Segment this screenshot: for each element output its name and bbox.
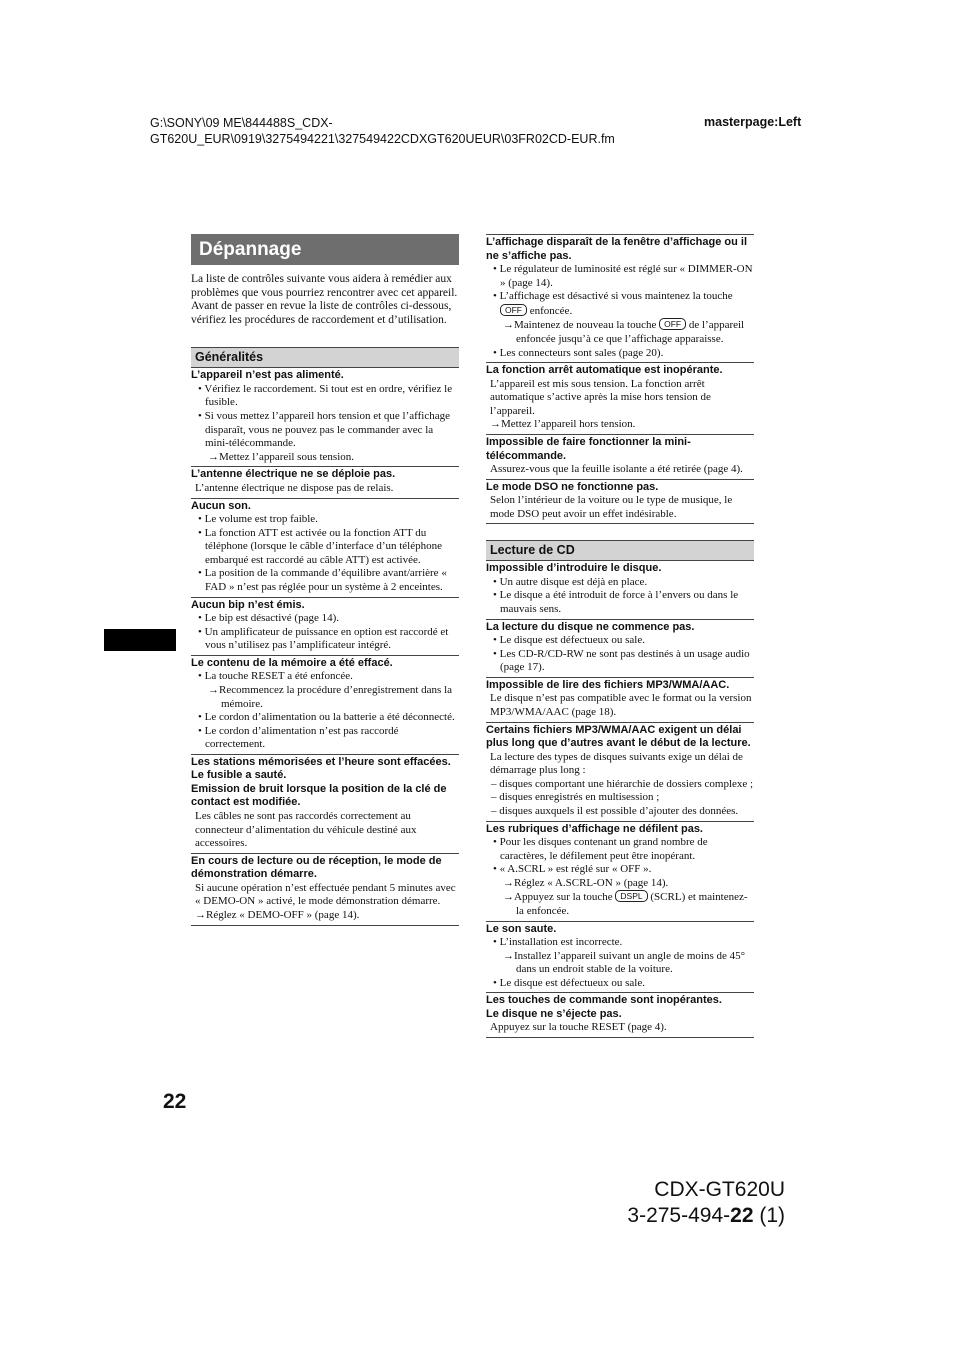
entry-body (486, 1021, 754, 1035)
arrow-icon: → (208, 450, 219, 463)
section-heading-generalites: Généralités (191, 347, 459, 368)
entry-title: Aucun son. (191, 499, 251, 512)
entry-body (191, 513, 459, 595)
troubleshoot-entry (486, 435, 754, 480)
bullet-item: • Le bip est désactivé (page 14). (198, 612, 339, 625)
dash-item: – disques comportant une hiérarchie de dossiers complexe ; (491, 777, 754, 790)
entry-body (486, 936, 754, 990)
section-heading-lecture-cd: Lecture de CD (486, 540, 754, 561)
right-column (486, 234, 754, 1038)
bullet-item: • La position de la commande d’équilibre avant/arrière « FAD » n’est pas réglée pour un système à 2 enceintes. (198, 567, 447, 593)
bullet-item: • Le disque est défectueux ou sale. (493, 976, 645, 989)
bullet-item: • Vérifiez le raccordement. Si tout est en ordre, vérifiez le fusible. (198, 382, 453, 409)
entry-title: Aucun bip n’est émis. (191, 598, 305, 611)
entry-title: Impossible d’introduire le disque. (486, 562, 662, 575)
remedy-item: →Recommencez la procédure d’enregistrement dans la mémoire. (208, 683, 453, 710)
entry-title: Le disque ne s’éjecte pas. (486, 1007, 622, 1020)
troubleshoot-entry (191, 755, 459, 854)
troubleshoot-entry (191, 854, 459, 926)
model-name: CDX-GT620U (654, 1178, 785, 1201)
troubleshoot-entry (191, 499, 459, 598)
arrow-icon: → (195, 908, 206, 921)
entry-title: Le fusible a sauté. (191, 769, 287, 782)
bullet-item: • L’installation est incorrecte. (493, 936, 623, 949)
bullet-item: • Un autre disque est déjà en place. (493, 575, 648, 588)
entry-body (486, 263, 754, 360)
body-text: Selon l’intérieur de la voiture ou le type de musique, le mode DSO peut avoir un effet indésirable. (490, 494, 733, 520)
entry-title: Le mode DSO ne fonctionne pas. (486, 480, 659, 493)
dash-item: – disques enregistrés en multisession ; (491, 791, 660, 804)
entry-title: Impossible de lire des fichiers MP3/WMA/AAC. (486, 678, 730, 691)
entry-title: Les stations mémorisées et l’heure sont effacées. (191, 755, 451, 768)
troubleshoot-entry (191, 368, 459, 467)
entry-body (191, 383, 459, 465)
entry-title: L’appareil n’est pas alimenté. (191, 369, 344, 382)
body-text: Appuyez sur la touche RESET (page 4). (490, 1021, 667, 1034)
entry-body (486, 692, 754, 719)
entry-title: Le contenu de la mémoire a été effacé. (191, 656, 393, 669)
entry-body (486, 494, 754, 521)
troubleshoot-entry (191, 467, 459, 498)
troubleshoot-entry (486, 480, 754, 525)
off-key-icon: OFF (500, 304, 527, 316)
bullet-item: • Le disque a été introduit de force à l’envers ou dans le mauvais sens. (493, 589, 739, 615)
bullet-item: • Le disque est défectueux ou sale. (493, 634, 645, 647)
entry-body (486, 463, 754, 477)
intro-paragraph: La liste de contrôles suivante vous aidera à remédier aux problèmes que vous pourriez rencontrer avec cet appareil. (191, 273, 458, 299)
header-file-path: G:\SONY\09 ME\844488S_CDX-GT620U_EUR\0919\3275494221\327549422CDXGT620UEUR\03FR02CD-EUR.fm (150, 116, 615, 146)
entry-body (486, 634, 754, 675)
entry-body (191, 482, 459, 496)
entry-body (191, 670, 459, 752)
entry-title: La fonction arrêt automatique est inopérante. (486, 364, 723, 377)
remedy-item: →Réglez « DEMO-OFF » (page 14). (195, 908, 360, 921)
entry-title: En cours de lecture ou de réception, le mode de démonstration démarre. (191, 854, 442, 881)
body-text: Assurez-vous que la feuille isolante a été retirée (page 4). (490, 463, 743, 476)
troubleshoot-entry (486, 363, 754, 435)
arrow-icon: → (503, 949, 514, 962)
arrow-icon: → (208, 683, 219, 696)
entry-body (486, 576, 754, 617)
entry-body (191, 612, 459, 653)
entry-title: Les touches de commande sont inopérantes. (486, 994, 722, 1007)
bullet-item: • Les CD-R/CD-RW ne sont pas destinés à un usage audio (page 17). (493, 647, 750, 674)
body-text: L’antenne électrique ne dispose pas de relais. (195, 481, 394, 494)
arrow-icon: → (503, 319, 514, 332)
header-masterpage: masterpage:Left (704, 115, 802, 129)
bullet-item: • Le cordon d’alimentation n’est pas raccordé correctement. (198, 724, 399, 751)
bullet-item: • Un amplificateur de puissance en option est raccordé et vous n’utilisez pas l’amplificateur intégré. (198, 625, 449, 652)
remedy-item: →Mettez l’appareil sous tension. (208, 450, 355, 463)
page-number: 22 (163, 1090, 187, 1113)
arrow-icon: → (503, 876, 514, 889)
page-title: Dépannage (191, 234, 459, 265)
model-code-block (620, 1177, 785, 1229)
body-text: Les câbles ne sont pas raccordés correctement au connecteur d’alimentation du véhicule destiné aux accessoires. (195, 809, 417, 850)
body-text: Si aucune opération n’est effectuée pendant 5 minutes avec « DEMO-ON » activé, le mode démonstration démarre. (195, 881, 456, 908)
intro-text (191, 273, 459, 327)
entry-title: Le son saute. (486, 922, 557, 935)
entry-title: L’antenne électrique ne se déploie pas. (191, 468, 396, 481)
troubleshoot-entry (191, 656, 459, 755)
bullet-item: • La fonction ATT est activée ou la fonction ATT du téléphone (lorsque le câble d’interface d’un téléphone embarqué est raccordé au câble ATT) est activée. (198, 526, 442, 566)
remedy-item: →Mettez l’appareil hors tension. (490, 418, 636, 431)
entry-title: Les rubriques d’affichage ne défilent pas. (486, 822, 703, 835)
troubleshoot-entry (486, 561, 754, 619)
entry-body (191, 810, 459, 851)
remedy-item: →Réglez « A.SCRL-ON » (page 14). (503, 876, 669, 889)
entry-body (486, 836, 754, 919)
troubleshoot-entry (486, 234, 754, 363)
bullet-item: • Si vous mettez l’appareil hors tension et que l’affichage disparaît, vous ne pouvez pas le commander avec la mini-télécommande. (198, 410, 450, 450)
bullet-item: • L’affichage est désactivé si vous maintenez la touche OFF enfoncée. (493, 290, 733, 317)
left-column (191, 234, 459, 926)
dspl-key-icon: DSPL (615, 890, 647, 902)
arrow-icon: → (490, 418, 501, 431)
bullet-item: • Le volume est trop faible. (198, 513, 318, 526)
troubleshoot-entry (486, 678, 754, 723)
troubleshoot-entry (486, 822, 754, 922)
intro-paragraph: Avant de passer en revue la liste de contrôles ci-dessous, vérifiez les procédures de raccordement et d’utilisation. (191, 300, 452, 326)
side-tab-marker (104, 629, 176, 651)
remedy-item: →Installez l’appareil suivant un angle de moins de 45° dans un endroit stable de la voiture. (503, 949, 746, 976)
troubleshoot-entry (486, 993, 754, 1038)
troubleshoot-entry (486, 620, 754, 678)
dash-item: – disques auxquels il est possible d’ajouter des données. (491, 804, 739, 817)
entry-body (486, 378, 754, 432)
entry-title: La lecture du disque ne commence pas. (486, 620, 695, 633)
entry-title: Certains fichiers MP3/WMA/AAC exigent un délai plus long que d’autres avant le début de la lecture. (486, 723, 751, 750)
bullet-item: • La touche RESET a été enfoncée. (198, 670, 353, 683)
bullet-item: • Le cordon d’alimentation ou la batterie a été déconnecté. (198, 711, 455, 724)
troubleshoot-entry (191, 598, 459, 656)
bullet-item: • Pour les disques contenant un grand nombre de caractères, le défilement peut être inopérant. (493, 836, 708, 862)
entry-title: Impossible de faire fonctionner la mini-télécommande. (486, 436, 691, 462)
troubleshoot-entry (486, 922, 754, 994)
entry-title: L’affichage disparaît de la fenêtre d’affichage ou il ne s’affiche pas. (486, 236, 748, 262)
entry-title: Emission de bruit lorsque la position de la clé de contact est modifiée. (191, 782, 447, 809)
remedy-item: →Maintenez de nouveau la touche OFF de l’appareil enfoncée jusqu’à ce que l’affichage apparaisse. (503, 319, 745, 345)
part-number: 3-275-494-22 (1) (627, 1204, 785, 1227)
entry-body (486, 751, 754, 819)
off-key-icon: OFF (659, 318, 686, 330)
bullet-item: • Les connecteurs sont sales (page 20). (493, 346, 664, 359)
body-text: La lecture des types de disques suivants exige un délai de démarrage plus long : (490, 750, 743, 777)
body-text: Le disque n’est pas compatible avec le format ou la version MP3/WMA/AAC (page 18). (490, 692, 752, 718)
bullet-item: • « A.SCRL » est réglé sur « OFF ». (493, 863, 652, 876)
troubleshoot-entry (486, 723, 754, 822)
body-text: L’appareil est mis sous tension. La fonction arrêt automatique s’active après la mise hors tension de l’appareil. (490, 377, 711, 417)
arrow-icon: → (503, 891, 514, 904)
entry-body (191, 882, 459, 923)
remedy-item: →Appuyez sur la touche DSPL (SCRL) et maintenez-la enfoncée. (503, 891, 748, 917)
bullet-item: • Le régulateur de luminosité est réglé sur « DIMMER-ON » (page 14). (493, 263, 753, 289)
